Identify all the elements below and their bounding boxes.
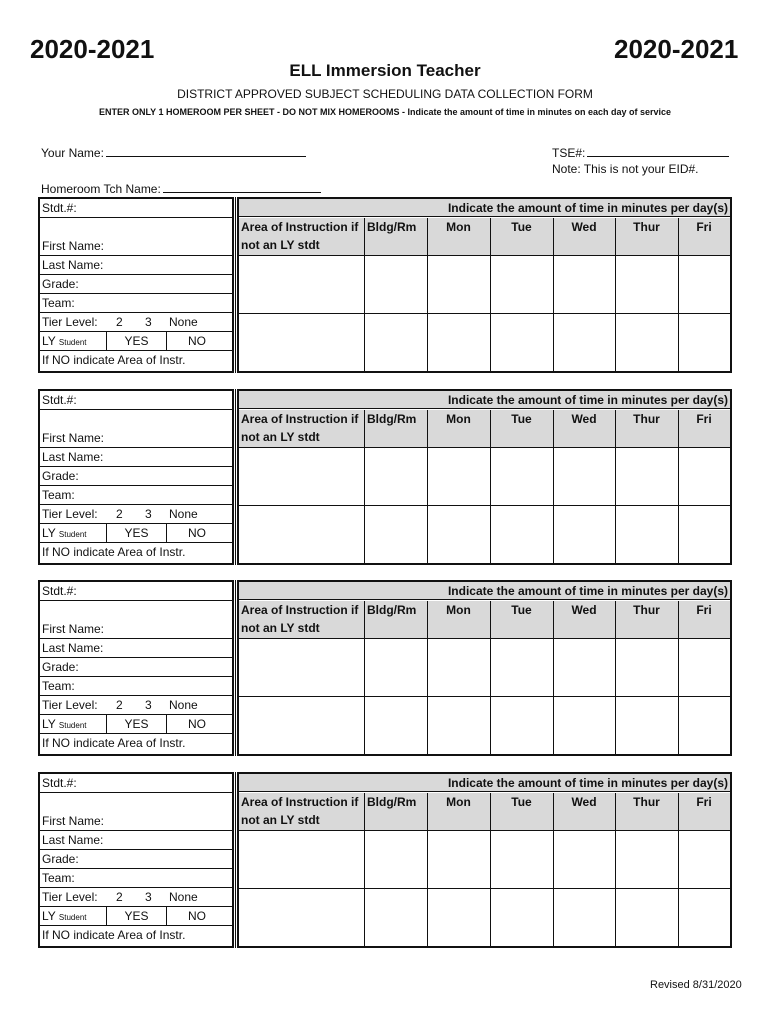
tier-option-2[interactable]: 2 <box>116 315 123 329</box>
grade-row-label: Grade: <box>42 469 79 483</box>
area-of-instruction-header: Area of Instruction if not an LY stdt <box>239 601 364 639</box>
ly-student-row <box>40 524 232 543</box>
tier-option-3[interactable]: 3 <box>145 890 152 904</box>
day-header-thur: Thur <box>615 410 678 448</box>
homeroom-line[interactable] <box>163 180 321 193</box>
ly-yes-option[interactable]: YES <box>106 332 167 351</box>
minutes-cell-mon[interactable] <box>428 506 490 563</box>
schedule-grid <box>237 197 732 373</box>
panel-divider <box>232 772 236 948</box>
area-cell[interactable] <box>240 256 364 313</box>
minutes-header: Indicate the amount of time in minutes per day(s) <box>239 582 730 600</box>
minutes-cell-fri[interactable] <box>679 697 730 754</box>
if-no-area-row[interactable] <box>40 926 232 946</box>
schedule-grid <box>237 389 732 565</box>
grade-row[interactable] <box>40 850 232 869</box>
last-name-row[interactable] <box>40 256 232 275</box>
if-no-area-label: If NO indicate Area of Instr. <box>42 736 186 750</box>
student-block-2 <box>38 389 730 563</box>
student-info-panel <box>38 197 234 373</box>
ly-no-option[interactable]: NO <box>188 526 206 540</box>
revised-date: Revised 8/31/2020 <box>650 979 742 991</box>
minutes-cell-thur[interactable] <box>616 506 678 563</box>
day-header-wed: Wed <box>553 793 615 831</box>
stdt-row[interactable] <box>40 391 232 410</box>
minutes-cell-thur[interactable] <box>616 831 678 888</box>
team-row[interactable] <box>40 677 232 696</box>
form-title: ELL Immersion Teacher <box>289 61 481 80</box>
first-name-row[interactable] <box>40 218 232 256</box>
tier-option-3[interactable]: 3 <box>145 315 152 329</box>
minutes-cell-fri[interactable] <box>679 889 730 946</box>
tse-label: TSE#: <box>552 146 586 160</box>
area-cell[interactable] <box>240 697 364 754</box>
minutes-cell-mon[interactable] <box>428 639 490 696</box>
tier-option-none[interactable]: None <box>169 890 198 904</box>
bldg-rm-header: Bldg/Rm <box>364 793 427 831</box>
first-name-row-label: First Name: <box>42 431 105 445</box>
minutes-cell-wed[interactable] <box>554 889 615 946</box>
ly-yes-option[interactable]: YES <box>106 524 167 543</box>
minutes-cell-wed[interactable] <box>554 697 615 754</box>
your-name-label: Your Name: <box>41 146 104 160</box>
tier-option-none[interactable]: None <box>169 507 198 521</box>
team-row[interactable] <box>40 869 232 888</box>
bldg-rm-cell[interactable] <box>365 639 427 696</box>
day-header-mon: Mon <box>427 218 490 256</box>
minutes-cell-wed[interactable] <box>554 314 615 371</box>
minutes-header: Indicate the amount of time in minutes per day(s) <box>239 774 730 792</box>
first-name-row-label: First Name: <box>42 814 105 828</box>
bldg-rm-cell[interactable] <box>365 889 427 946</box>
if-no-area-row[interactable] <box>40 734 232 754</box>
minutes-cell-tue[interactable] <box>491 314 553 371</box>
student-block-1 <box>38 197 730 371</box>
tier-label: Tier Level: <box>42 507 98 521</box>
minutes-cell-thur[interactable] <box>616 697 678 754</box>
stdt-row[interactable] <box>40 774 232 793</box>
first-name-row-label: First Name: <box>42 622 105 636</box>
first-name-row[interactable] <box>40 793 232 831</box>
day-header-mon: Mon <box>427 601 490 639</box>
minutes-cell-wed[interactable] <box>554 256 615 313</box>
minutes-cell-tue[interactable] <box>491 639 553 696</box>
day-header-thur: Thur <box>615 601 678 639</box>
student-info-panel <box>38 580 234 756</box>
ly-no-option[interactable]: NO <box>188 909 206 923</box>
minutes-header: Indicate the amount of time in minutes per day(s) <box>239 391 730 409</box>
panel-divider <box>232 580 236 756</box>
bldg-rm-cell[interactable] <box>365 831 427 888</box>
minutes-cell-thur[interactable] <box>616 889 678 946</box>
day-header-mon: Mon <box>427 410 490 448</box>
minutes-cell-fri[interactable] <box>679 314 730 371</box>
minutes-cell-fri[interactable] <box>679 831 730 888</box>
tier-option-3[interactable]: 3 <box>145 507 152 521</box>
area-cell[interactable] <box>240 639 364 696</box>
minutes-cell-fri[interactable] <box>679 639 730 696</box>
grade-row-label: Grade: <box>42 277 79 291</box>
grade-row-label: Grade: <box>42 660 79 674</box>
minutes-cell-tue[interactable] <box>491 506 553 563</box>
grade-row[interactable] <box>40 275 232 294</box>
ly-student-row <box>40 715 232 734</box>
minutes-cell-fri[interactable] <box>679 506 730 563</box>
ly-label: LY Student <box>42 909 87 923</box>
panel-divider <box>232 389 236 565</box>
day-header-fri: Fri <box>678 218 730 256</box>
bldg-rm-cell[interactable] <box>365 448 427 505</box>
team-row-label: Team: <box>42 488 75 502</box>
tier-option-none[interactable]: None <box>169 315 198 329</box>
ly-yes-option[interactable]: YES <box>106 907 167 926</box>
ly-label: LY Student <box>42 334 87 348</box>
panel-divider <box>232 197 236 373</box>
area-of-instruction-header: Area of Instruction if not an LY stdt <box>239 793 364 831</box>
team-row-label: Team: <box>42 296 75 310</box>
minutes-cell-thur[interactable] <box>616 639 678 696</box>
area-of-instruction-header: Area of Instruction if not an LY stdt <box>239 410 364 448</box>
tse-line[interactable] <box>587 144 729 157</box>
day-header-wed: Wed <box>553 410 615 448</box>
form-instructions: ENTER ONLY 1 HOMEROOM PER SHEET - DO NOT MIX HOMEROOMS - Indicate the amount of time in minutes on each day of service <box>98 107 672 117</box>
last-name-row[interactable] <box>40 831 232 850</box>
grade-row[interactable] <box>40 467 232 486</box>
tier-label: Tier Level: <box>42 698 98 712</box>
last-name-row-label: Last Name: <box>42 833 104 847</box>
minutes-cell-wed[interactable] <box>554 639 615 696</box>
bldg-rm-cell[interactable] <box>365 314 427 371</box>
day-header-thur: Thur <box>615 793 678 831</box>
minutes-cell-mon[interactable] <box>428 256 490 313</box>
day-header-wed: Wed <box>553 601 615 639</box>
tier-label: Tier Level: <box>42 890 98 904</box>
day-header-wed: Wed <box>553 218 615 256</box>
stdt-row[interactable] <box>40 582 232 601</box>
area-cell[interactable] <box>240 448 364 505</box>
student-info-panel <box>38 772 234 948</box>
if-no-area-row[interactable] <box>40 351 232 371</box>
tier-option-2[interactable]: 2 <box>116 890 123 904</box>
student-info-panel <box>38 389 234 565</box>
tier-option-2[interactable]: 2 <box>116 507 123 521</box>
minutes-cell-wed[interactable] <box>554 831 615 888</box>
day-header-tue: Tue <box>490 793 553 831</box>
tier-option-3[interactable]: 3 <box>145 698 152 712</box>
day-header-tue: Tue <box>490 218 553 256</box>
ly-no-option[interactable]: NO <box>188 717 206 731</box>
tier-level-row[interactable] <box>40 505 232 524</box>
schedule-grid <box>237 772 732 948</box>
tier-label: Tier Level: <box>42 315 98 329</box>
stdt-row-label: Stdt.#: <box>42 776 77 790</box>
if-no-area-row[interactable] <box>40 543 232 563</box>
last-name-row-label: Last Name: <box>42 450 104 464</box>
stdt-row[interactable] <box>40 199 232 218</box>
tier-option-2[interactable]: 2 <box>116 698 123 712</box>
tier-level-row[interactable] <box>40 888 232 907</box>
first-name-row[interactable] <box>40 601 232 639</box>
day-header-fri: Fri <box>678 410 730 448</box>
your-name-line[interactable] <box>106 144 306 157</box>
last-name-row-label: Last Name: <box>42 258 104 272</box>
first-name-row[interactable] <box>40 410 232 448</box>
last-name-row[interactable] <box>40 639 232 658</box>
bldg-rm-cell[interactable] <box>365 697 427 754</box>
minutes-cell-mon[interactable] <box>428 831 490 888</box>
ly-yes-option[interactable]: YES <box>106 715 167 734</box>
minutes-cell-fri[interactable] <box>679 448 730 505</box>
ly-no-option[interactable]: NO <box>188 334 206 348</box>
minutes-cell-thur[interactable] <box>616 448 678 505</box>
team-row-label: Team: <box>42 871 75 885</box>
student-block-4 <box>38 772 730 946</box>
year-left: 2020-2021 <box>30 34 155 64</box>
area-cell[interactable] <box>240 506 364 563</box>
if-no-area-label: If NO indicate Area of Instr. <box>42 353 186 367</box>
bldg-rm-cell[interactable] <box>365 256 427 313</box>
minutes-cell-mon[interactable] <box>428 448 490 505</box>
area-of-instruction-header: Area of Instruction if not an LY stdt <box>239 218 364 256</box>
ly-label: LY Student <box>42 717 87 731</box>
bldg-rm-header: Bldg/Rm <box>364 410 427 448</box>
minutes-cell-tue[interactable] <box>491 256 553 313</box>
form-subtitle: DISTRICT APPROVED SUBJECT SCHEDULING DATA COLLECTION FORM <box>177 87 593 101</box>
stdt-row-label: Stdt.#: <box>42 393 77 407</box>
schedule-grid <box>237 580 732 756</box>
year-right: 2020-2021 <box>614 34 739 64</box>
minutes-cell-thur[interactable] <box>616 256 678 313</box>
homeroom-field[interactable] <box>41 180 321 196</box>
team-row[interactable] <box>40 294 232 313</box>
day-header-mon: Mon <box>427 793 490 831</box>
minutes-cell-fri[interactable] <box>679 256 730 313</box>
eid-note: Note: This is not your EID#. <box>552 162 699 176</box>
area-cell[interactable] <box>240 831 364 888</box>
ly-student-row <box>40 332 232 351</box>
minutes-cell-mon[interactable] <box>428 697 490 754</box>
minutes-cell-tue[interactable] <box>491 889 553 946</box>
if-no-area-label: If NO indicate Area of Instr. <box>42 545 186 559</box>
homeroom-label: Homeroom Tch Name: <box>41 182 161 196</box>
minutes-cell-thur[interactable] <box>616 314 678 371</box>
minutes-cell-wed[interactable] <box>554 448 615 505</box>
stdt-row-label: Stdt.#: <box>42 201 77 215</box>
minutes-cell-mon[interactable] <box>428 889 490 946</box>
minutes-cell-wed[interactable] <box>554 506 615 563</box>
grade-row-label: Grade: <box>42 852 79 866</box>
tier-level-row[interactable] <box>40 313 232 332</box>
bldg-rm-header: Bldg/Rm <box>364 218 427 256</box>
tier-level-row[interactable] <box>40 696 232 715</box>
minutes-cell-tue[interactable] <box>491 831 553 888</box>
minutes-header: Indicate the amount of time in minutes per day(s) <box>239 199 730 217</box>
ly-student-row <box>40 907 232 926</box>
day-header-tue: Tue <box>490 601 553 639</box>
bldg-rm-cell[interactable] <box>365 506 427 563</box>
area-cell[interactable] <box>240 889 364 946</box>
day-header-thur: Thur <box>615 218 678 256</box>
student-block-3 <box>38 580 730 754</box>
minutes-cell-mon[interactable] <box>428 314 490 371</box>
minutes-cell-tue[interactable] <box>491 697 553 754</box>
last-name-row-label: Last Name: <box>42 641 104 655</box>
if-no-area-label: If NO indicate Area of Instr. <box>42 928 186 942</box>
your-name-field[interactable] <box>41 144 306 160</box>
team-row-label: Team: <box>42 679 75 693</box>
stdt-row-label: Stdt.#: <box>42 584 77 598</box>
last-name-row[interactable] <box>40 448 232 467</box>
bldg-rm-header: Bldg/Rm <box>364 601 427 639</box>
grade-row[interactable] <box>40 658 232 677</box>
day-header-tue: Tue <box>490 410 553 448</box>
first-name-row-label: First Name: <box>42 239 105 253</box>
area-cell[interactable] <box>240 314 364 371</box>
team-row[interactable] <box>40 486 232 505</box>
tier-option-none[interactable]: None <box>169 698 198 712</box>
ly-label: LY Student <box>42 526 87 540</box>
day-header-fri: Fri <box>678 793 730 831</box>
tse-field[interactable] <box>552 144 729 160</box>
day-header-fri: Fri <box>678 601 730 639</box>
minutes-cell-tue[interactable] <box>491 448 553 505</box>
